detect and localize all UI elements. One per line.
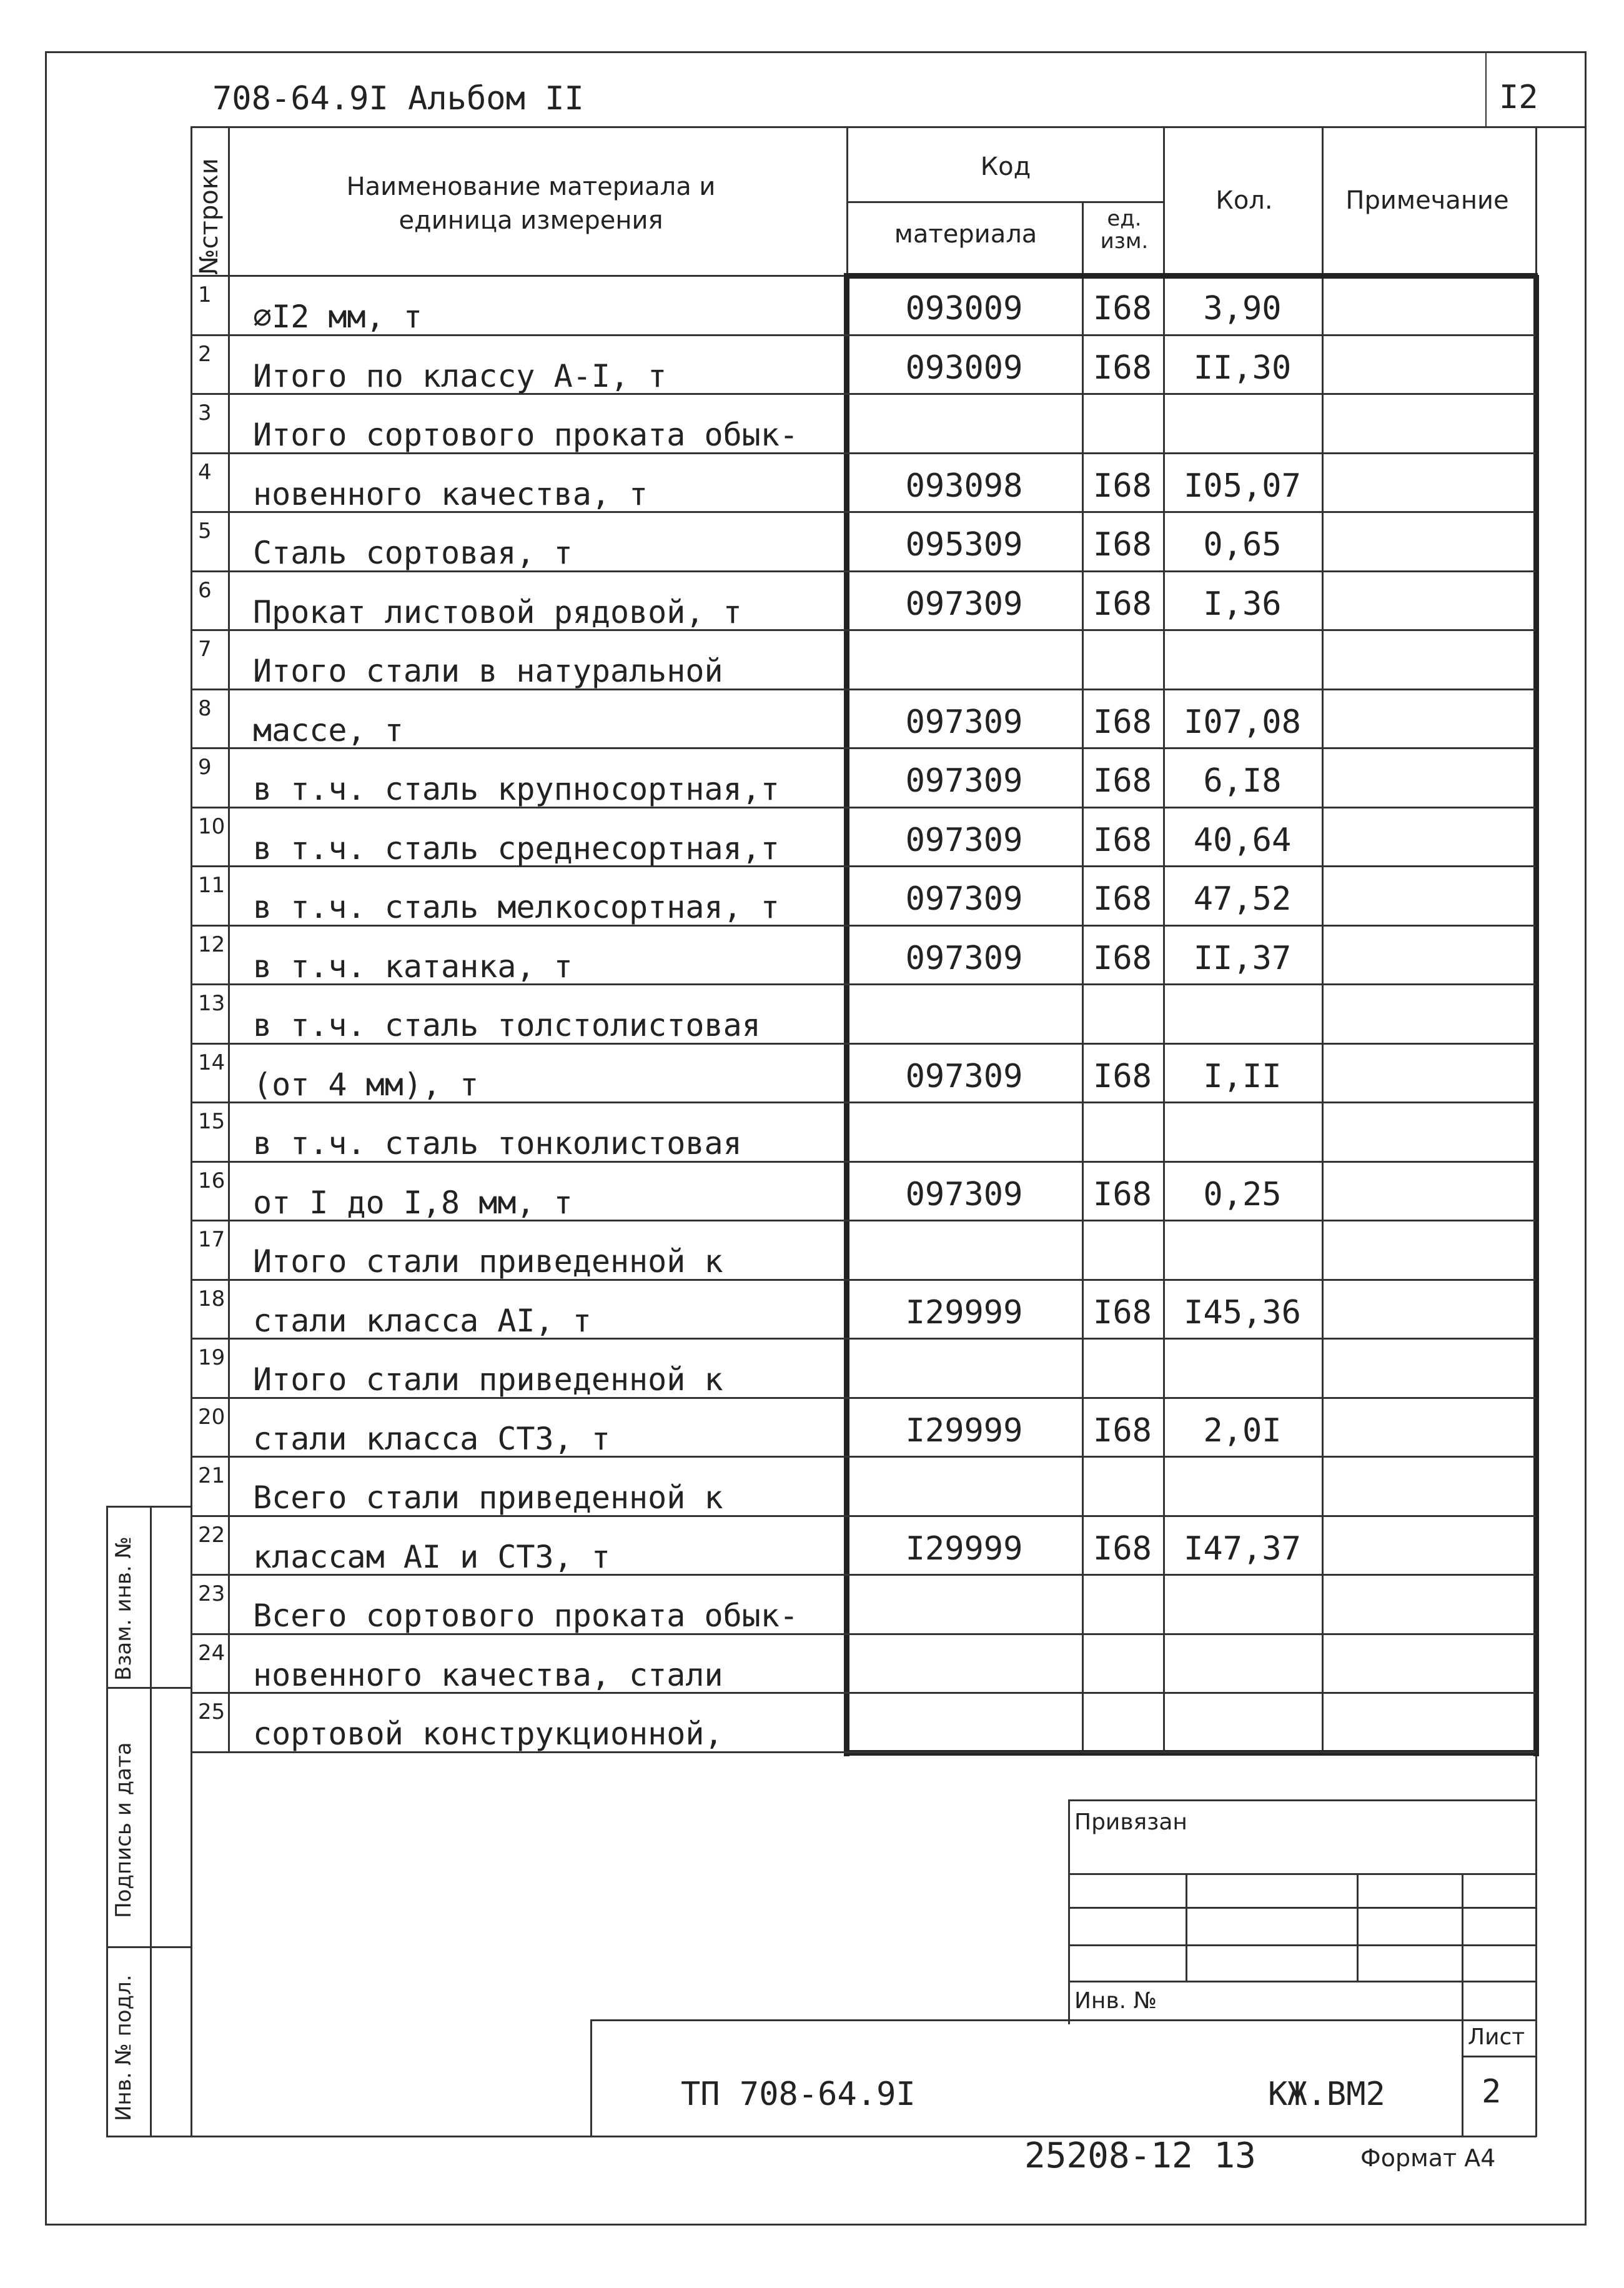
row-5-quantity: 0,65 — [1203, 526, 1282, 564]
row-23-name: Всего сортового проката обык- — [253, 1598, 798, 1634]
row-11-material-code: 097309 — [905, 880, 1023, 918]
row-4-quantity: I05,07 — [1184, 467, 1301, 505]
row-4-material-code: 093098 — [905, 467, 1023, 505]
row-2-quantity: II,30 — [1193, 349, 1292, 387]
row-16-quantity: 0,25 — [1203, 1175, 1282, 1213]
row-20-name: стали класса СТ3, т — [253, 1420, 610, 1457]
row-21-number: 21 — [198, 1463, 225, 1488]
privyazan-label: Привязан — [1074, 1809, 1187, 1835]
row-15-number: 15 — [198, 1109, 225, 1134]
row-22-quantity: I47,37 — [1184, 1529, 1301, 1568]
row-22-material-code: I29999 — [905, 1529, 1023, 1568]
row-8-unit-code: I68 — [1093, 703, 1152, 741]
row-12-material-code: 097309 — [905, 939, 1023, 977]
row-2-material-code: 093009 — [905, 349, 1023, 387]
page-number-divider — [1485, 51, 1487, 126]
title-block-top — [590, 2019, 1537, 2021]
row-24-number: 24 — [198, 1640, 225, 1666]
sheet-label-divider — [1462, 2056, 1537, 2057]
row-6-quantity: I,36 — [1203, 585, 1282, 623]
row-25-number: 25 — [198, 1699, 225, 1724]
row-10-unit-code: I68 — [1093, 821, 1152, 859]
stamp-col-1 — [1186, 1873, 1187, 1981]
section-code: КЖ.ВМ2 — [1268, 2076, 1385, 2113]
row-15-name: в т.ч. сталь тонколистовая — [253, 1125, 742, 1161]
row-11-name: в т.ч. сталь мелкосортная, т — [253, 889, 780, 925]
row-16-number: 16 — [198, 1168, 225, 1193]
row-8-quantity: I07,08 — [1184, 703, 1301, 741]
unit-header: ед. изм. — [1100, 206, 1149, 254]
side-strip-div1 — [106, 1687, 191, 1689]
row-12-unit-code: I68 — [1093, 939, 1152, 977]
row-18-name: стали класса АI, т — [253, 1302, 592, 1339]
row-21-name: Всего стали приведенной к — [253, 1480, 723, 1516]
row-6-number: 6 — [198, 577, 212, 603]
stamp-col-2 — [1357, 1873, 1359, 1981]
row-19-name: Итого стали приведенной к — [253, 1361, 723, 1398]
doc-code: ТП 708-64.9I — [681, 2076, 916, 2113]
stamp-col-3 — [1462, 1873, 1463, 2136]
side-strip-bottom — [106, 2136, 1537, 2137]
stamp-privyazan-left — [1068, 1799, 1070, 2024]
album-header: 708-64.9I Альбом II — [212, 80, 584, 117]
row-8-number: 8 — [198, 695, 212, 721]
qty-header: Кол. — [1216, 186, 1273, 215]
row-20-material-code: I29999 — [905, 1411, 1023, 1450]
row-4-name: новенного качества, т — [253, 475, 648, 512]
thick-border-top — [844, 273, 1538, 279]
stamp-line-4 — [1068, 1981, 1537, 1982]
code-header: Код — [980, 152, 1031, 181]
thick-border-right — [1533, 275, 1539, 1756]
row-12-quantity: II,37 — [1193, 939, 1292, 977]
row-2-number: 2 — [198, 341, 212, 367]
row-14-name: (от 4 мм), т — [253, 1066, 479, 1103]
row-10-quantity: 40,64 — [1193, 821, 1292, 859]
row-11-unit-code: I68 — [1093, 880, 1152, 918]
row-8-name: массе, т — [253, 712, 404, 749]
row-14-material-code: 097309 — [905, 1057, 1023, 1095]
name-column-border — [846, 126, 848, 275]
row-5-number: 5 — [198, 519, 212, 544]
row-5-name: Сталь сортовая, т — [253, 535, 573, 571]
row-3-number: 3 — [198, 400, 212, 425]
row-18-number: 18 — [198, 1286, 225, 1311]
row-3-name: Итого сортового проката обык- — [253, 417, 798, 453]
row-5-material-code: 095309 — [905, 526, 1023, 564]
row-18-unit-code: I68 — [1093, 1293, 1152, 1331]
note-column-border — [1322, 126, 1324, 1751]
note-header: Примечание — [1345, 186, 1509, 215]
side-strip-mid — [150, 1506, 152, 2137]
row-6-material-code: 097309 — [905, 585, 1023, 623]
stamp-line-1 — [1068, 1873, 1537, 1875]
row-16-unit-code: I68 — [1093, 1175, 1152, 1213]
row-6-unit-code: I68 — [1093, 585, 1152, 623]
row-1-name: ∅I2 мм, т — [253, 299, 422, 335]
row-2-name: Итого по классу А-I, т — [253, 357, 667, 394]
row-20-number: 20 — [198, 1404, 225, 1430]
title-block-left — [590, 2019, 592, 2136]
row-22-name: классам АI и СТ3, т — [253, 1538, 610, 1575]
row-1-number: 1 — [198, 282, 212, 307]
row-17-name: Итого стали приведенной к — [253, 1243, 723, 1280]
row-5-unit-code: I68 — [1093, 526, 1152, 564]
row-18-material-code: I29999 — [905, 1293, 1023, 1331]
sheet-number: 2 — [1482, 2073, 1502, 2111]
row-11-quantity: 47,52 — [1193, 880, 1292, 918]
row-14-quantity: I,II — [1203, 1057, 1282, 1095]
row-14-number: 14 — [198, 1050, 225, 1075]
row-number-column-border — [228, 126, 230, 1751]
row-12-name: в т.ч. катанка, т — [253, 948, 573, 985]
sheet-label: Лист — [1468, 2024, 1525, 2050]
row-9-name: в т.ч. сталь крупносортная,т — [253, 771, 780, 807]
row-12-number: 12 — [198, 932, 225, 957]
row-10-material-code: 097309 — [905, 821, 1023, 859]
material-header: материала — [894, 220, 1037, 249]
side-strip-top — [106, 1506, 191, 1508]
page-number: I2 — [1499, 79, 1538, 116]
row-24-name: новенного качества, стали — [253, 1656, 723, 1693]
row-1-material-code: 093009 — [905, 290, 1023, 327]
inv-no-label: Инв. № — [1074, 1988, 1157, 2014]
table-top-border — [191, 126, 1485, 128]
row-9-number: 9 — [198, 755, 212, 780]
row-7-number: 7 — [198, 637, 212, 662]
row-10-number: 10 — [198, 813, 225, 839]
row-18-quantity: I45,36 — [1184, 1293, 1301, 1331]
row-13-name: в т.ч. сталь толстолистовая — [253, 1007, 761, 1043]
row-number-header: №строки — [195, 158, 224, 275]
side-strip-left — [106, 1506, 108, 2137]
row-8-material-code: 097309 — [905, 703, 1023, 741]
table-left-border — [191, 126, 192, 2137]
row-13-number: 13 — [198, 991, 225, 1016]
vzam-inv-label: Взам. инв. № — [111, 1536, 136, 1681]
row-9-unit-code: I68 — [1093, 762, 1152, 800]
row-4-unit-code: I68 — [1093, 467, 1152, 505]
row-22-unit-code: I68 — [1093, 1529, 1152, 1568]
row-11-number: 11 — [198, 873, 225, 898]
name-header: Наименование материала и единица измерения — [346, 172, 716, 235]
podpis-data-label: Подпись и дата — [111, 1742, 136, 1918]
row-16-name: от I до I,8 мм, т — [253, 1184, 573, 1221]
order-number: 25208-12 13 — [1024, 2136, 1256, 2176]
row-20-unit-code: I68 — [1093, 1411, 1152, 1450]
row-25-name: сортовой конструкционной, — [253, 1716, 723, 1752]
row-17-number: 17 — [198, 1227, 225, 1252]
side-strip-div2 — [106, 1946, 191, 1948]
row-1-quantity: 3,90 — [1203, 290, 1282, 327]
row-14-unit-code: I68 — [1093, 1057, 1152, 1095]
row-23-number: 23 — [198, 1581, 225, 1606]
inv-podl-label: Инв. № подл. — [111, 1974, 136, 2121]
format-label: Формат А4 — [1360, 2144, 1496, 2172]
row-6-name: Прокат листовой рядовой, т — [253, 594, 742, 630]
row-9-quantity: 6,I8 — [1203, 762, 1282, 800]
row-16-material-code: 097309 — [905, 1175, 1023, 1213]
code-subheader-line — [846, 201, 1163, 203]
row-1-unit-code: I68 — [1093, 290, 1152, 327]
row-9-material-code: 097309 — [905, 762, 1023, 800]
row-10-name: в т.ч. сталь среднесортная,т — [253, 830, 780, 867]
row-22-number: 22 — [198, 1522, 225, 1548]
stamp-line-3 — [1068, 1944, 1537, 1946]
row-19-number: 19 — [198, 1345, 225, 1370]
row-4-number: 4 — [198, 459, 212, 485]
row-2-unit-code: I68 — [1093, 349, 1152, 387]
row-20-quantity: 2,0I — [1203, 1411, 1282, 1450]
stamp-line-2 — [1068, 1907, 1537, 1909]
stamp-privyazan-top — [1068, 1799, 1537, 1801]
row-7-name: Итого стали в натуральной — [253, 653, 723, 689]
